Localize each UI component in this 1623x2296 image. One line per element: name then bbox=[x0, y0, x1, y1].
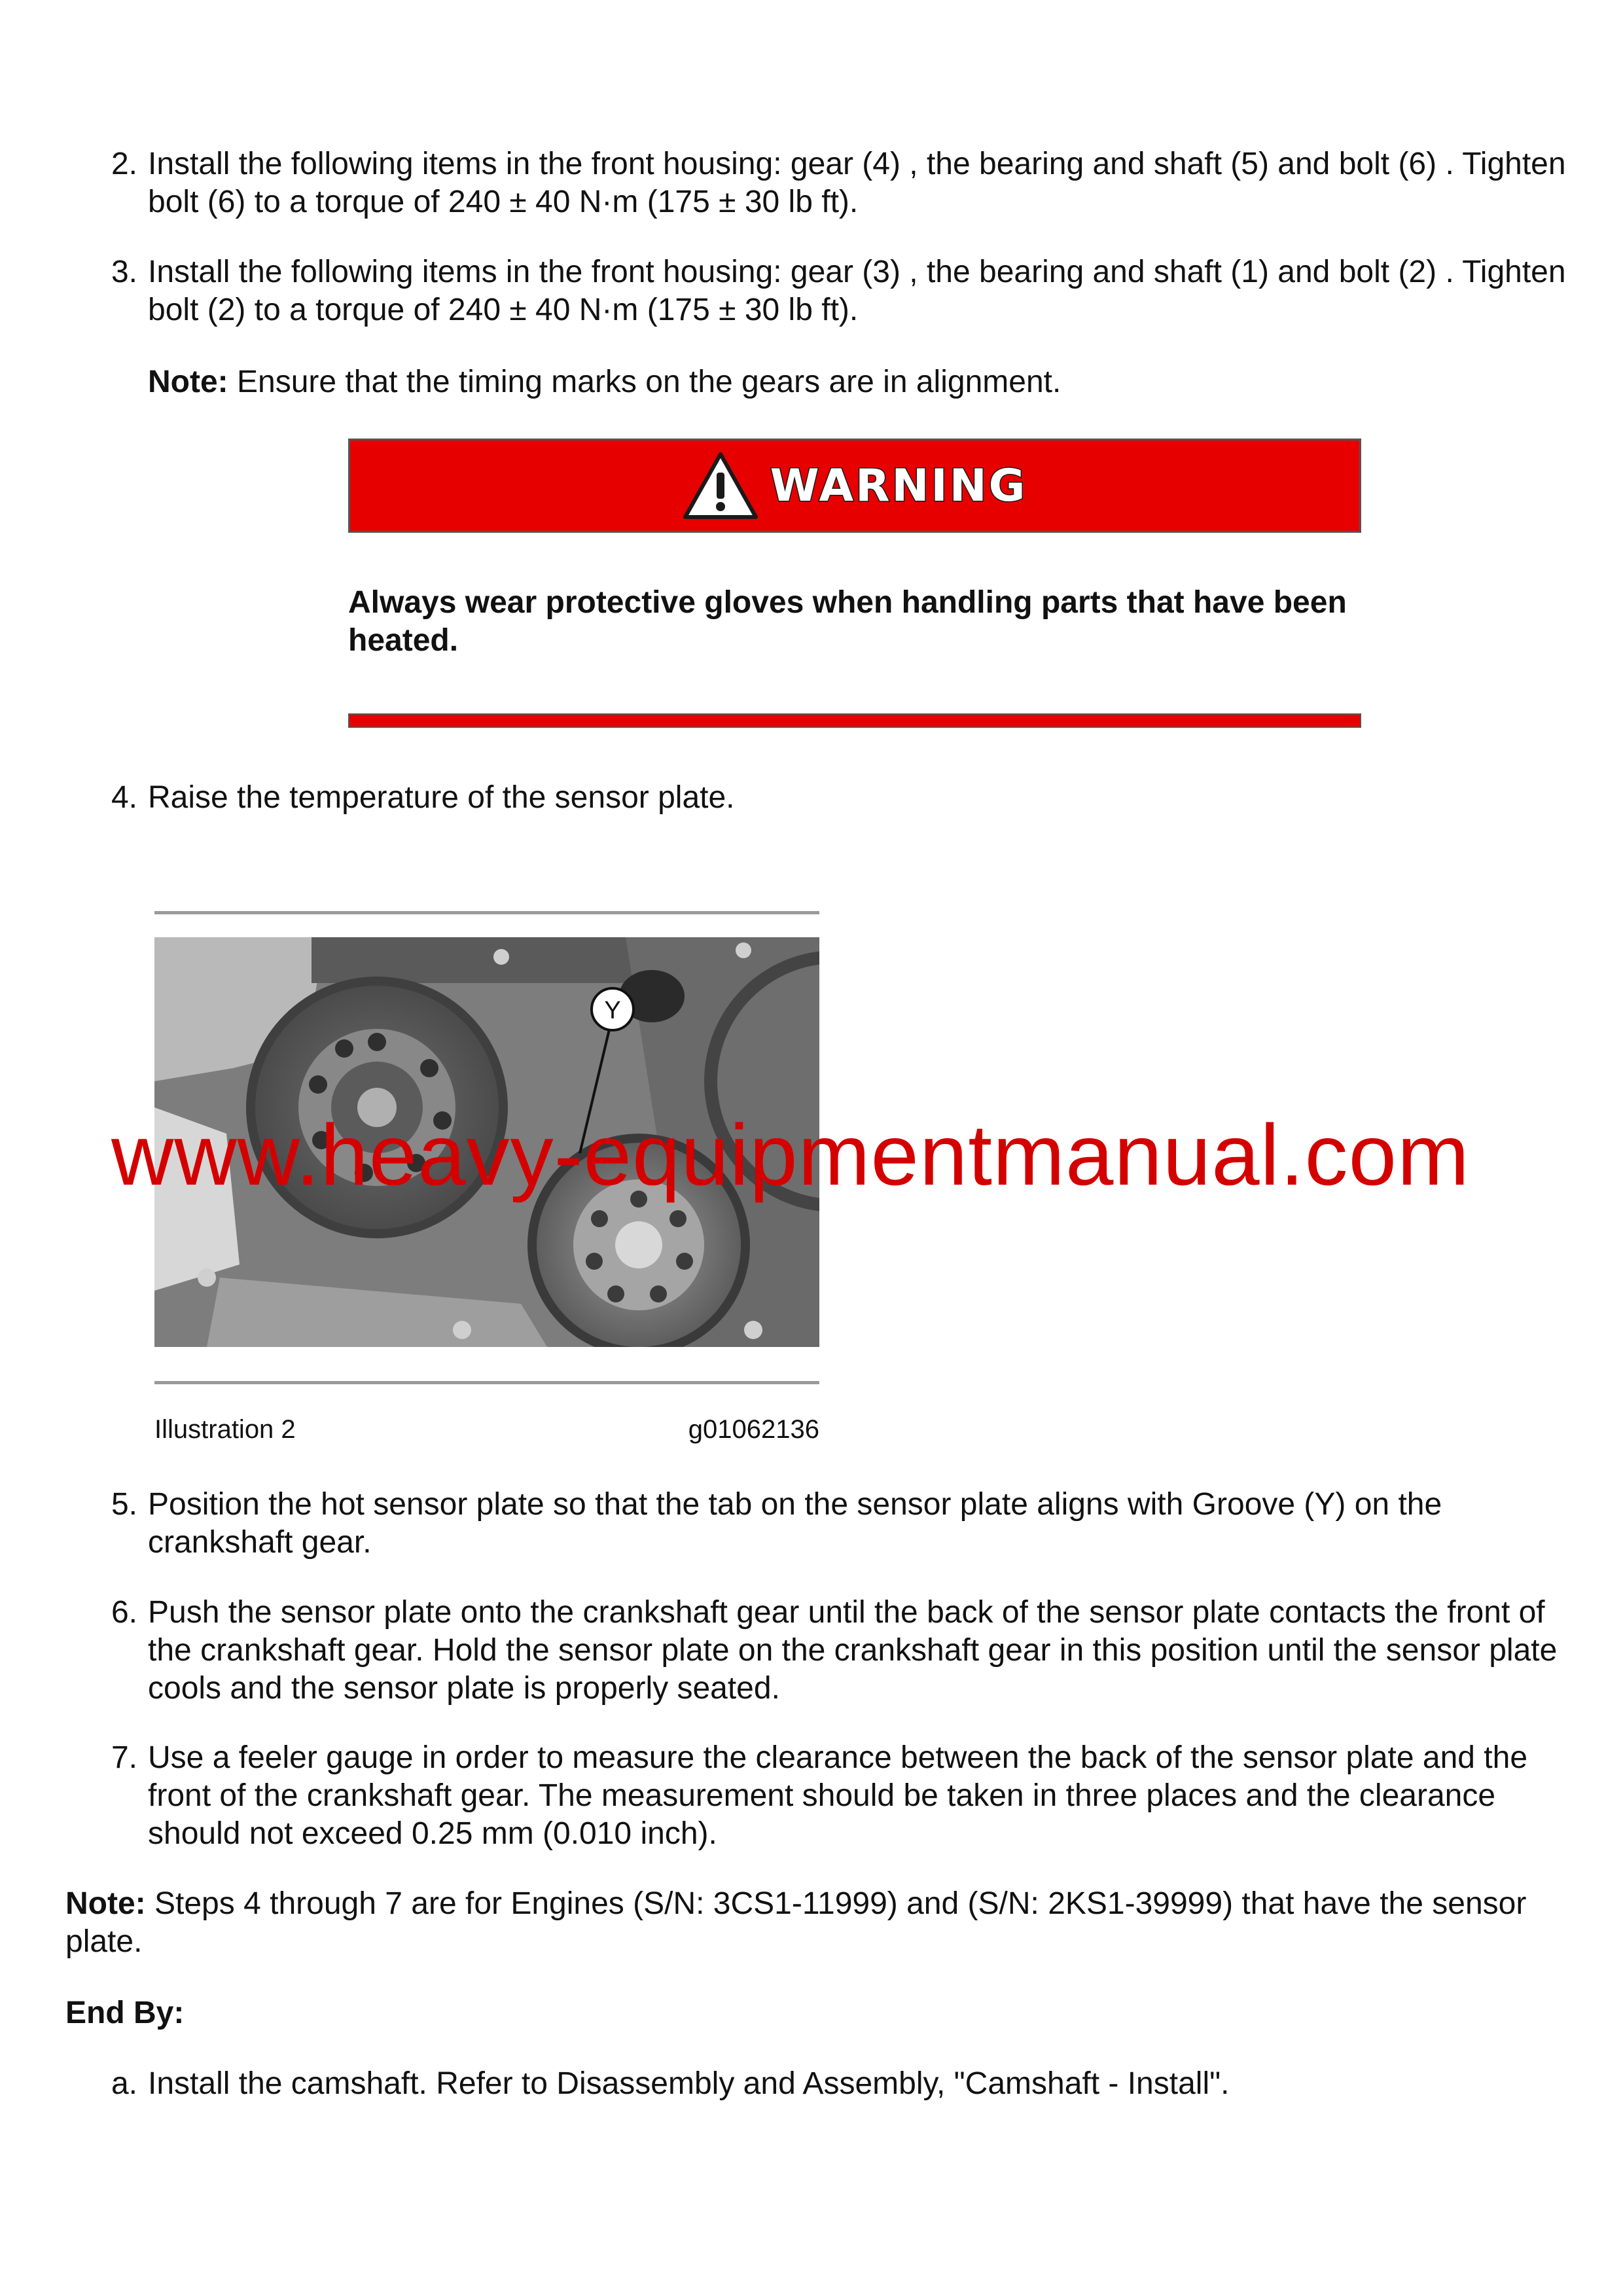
illustration-bottom-rule bbox=[154, 1381, 819, 1384]
illustration-caption: Illustration 2 bbox=[154, 1415, 296, 1444]
note-timing-marks bbox=[148, 363, 1575, 401]
warning-triangle-icon bbox=[683, 452, 758, 520]
end-by-label: End By: bbox=[65, 1996, 185, 2030]
step-text: Push the sensor plate onto the crankshaft gear until the back of the sensor plate contacts the front of the crankshaft gear. Hold the sensor plate on the crankshaft gear in this position until the sensor plate cools and the sensor plate is properly seated. bbox=[148, 1595, 1558, 1706]
step-3 bbox=[98, 253, 1577, 329]
step-number: a. bbox=[111, 2066, 137, 2101]
step-7 bbox=[98, 1739, 1577, 1853]
warning-title: WARNING bbox=[770, 459, 1027, 512]
step-text: Position the hot sensor plate so that the tab on the sensor plate aligns with Groove (Y) on the crankshaft gear. bbox=[148, 1487, 1442, 1560]
step-number: 7. bbox=[111, 1740, 137, 1775]
step-text: Raise the temperature of the sensor plate. bbox=[148, 780, 735, 815]
callout-y-label: Y bbox=[604, 997, 621, 1024]
step-4 bbox=[98, 779, 1577, 817]
warning-text: Always wear protective gloves when handling parts that have been heated. bbox=[348, 585, 1347, 658]
step-text: Install the following items in the front housing: gear (3) , the bearing and shaft (1) and bolt (2) . Tighten bolt (2) to a torque of 240 ± 40 N·m (175 ± 30 lb ft). bbox=[148, 255, 1566, 327]
step-2 bbox=[98, 145, 1577, 221]
step-text: Install the camshaft. Refer to Disassembly and Assembly, "Camshaft - Install". bbox=[148, 2066, 1230, 2101]
step-6 bbox=[98, 1594, 1577, 1708]
watermark-url: www.heavy-equipmentmanual.com bbox=[111, 1107, 1470, 1203]
illustration-top-rule bbox=[154, 911, 819, 914]
note-text: Ensure that the timing marks on the gears are in alignment. bbox=[237, 365, 1061, 399]
step-number: 6. bbox=[111, 1595, 137, 1630]
step-number: 4. bbox=[111, 780, 137, 815]
end-by-heading bbox=[65, 1994, 184, 2032]
step-number: 5. bbox=[111, 1487, 137, 1522]
step-text: Use a feeler gauge in order to measure the clearance between the back of the sensor plate and the front of the crankshaft gear. The measurement should be taken in three places and the clearance should not exceed 0.25 mm (0.010 inch). bbox=[148, 1740, 1528, 1851]
step-5 bbox=[98, 1486, 1577, 1562]
note-label: Note: bbox=[65, 1886, 146, 1921]
step-text: Install the following items in the front housing: gear (4) , the bearing and shaft (5) and bolt (6) . Tighten bolt (6) to a torque of 240 ± 40 N·m (175 ± 30 lb ft). bbox=[148, 147, 1566, 219]
warning-banner bbox=[348, 439, 1361, 533]
note-engine-serials bbox=[65, 1885, 1577, 1961]
illustration-code: g01062136 bbox=[688, 1415, 819, 1444]
warning-bottom-bar bbox=[348, 713, 1361, 728]
note-text: Steps 4 through 7 are for Engines (S/N: 3CS1-11999) and (S/N: 2KS1-39999) that have the sensor plate. bbox=[65, 1886, 1527, 1959]
note-label: Note: bbox=[148, 365, 228, 399]
end-step-a bbox=[98, 2065, 1577, 2103]
step-number: 2. bbox=[111, 147, 137, 181]
step-number: 3. bbox=[111, 255, 137, 289]
